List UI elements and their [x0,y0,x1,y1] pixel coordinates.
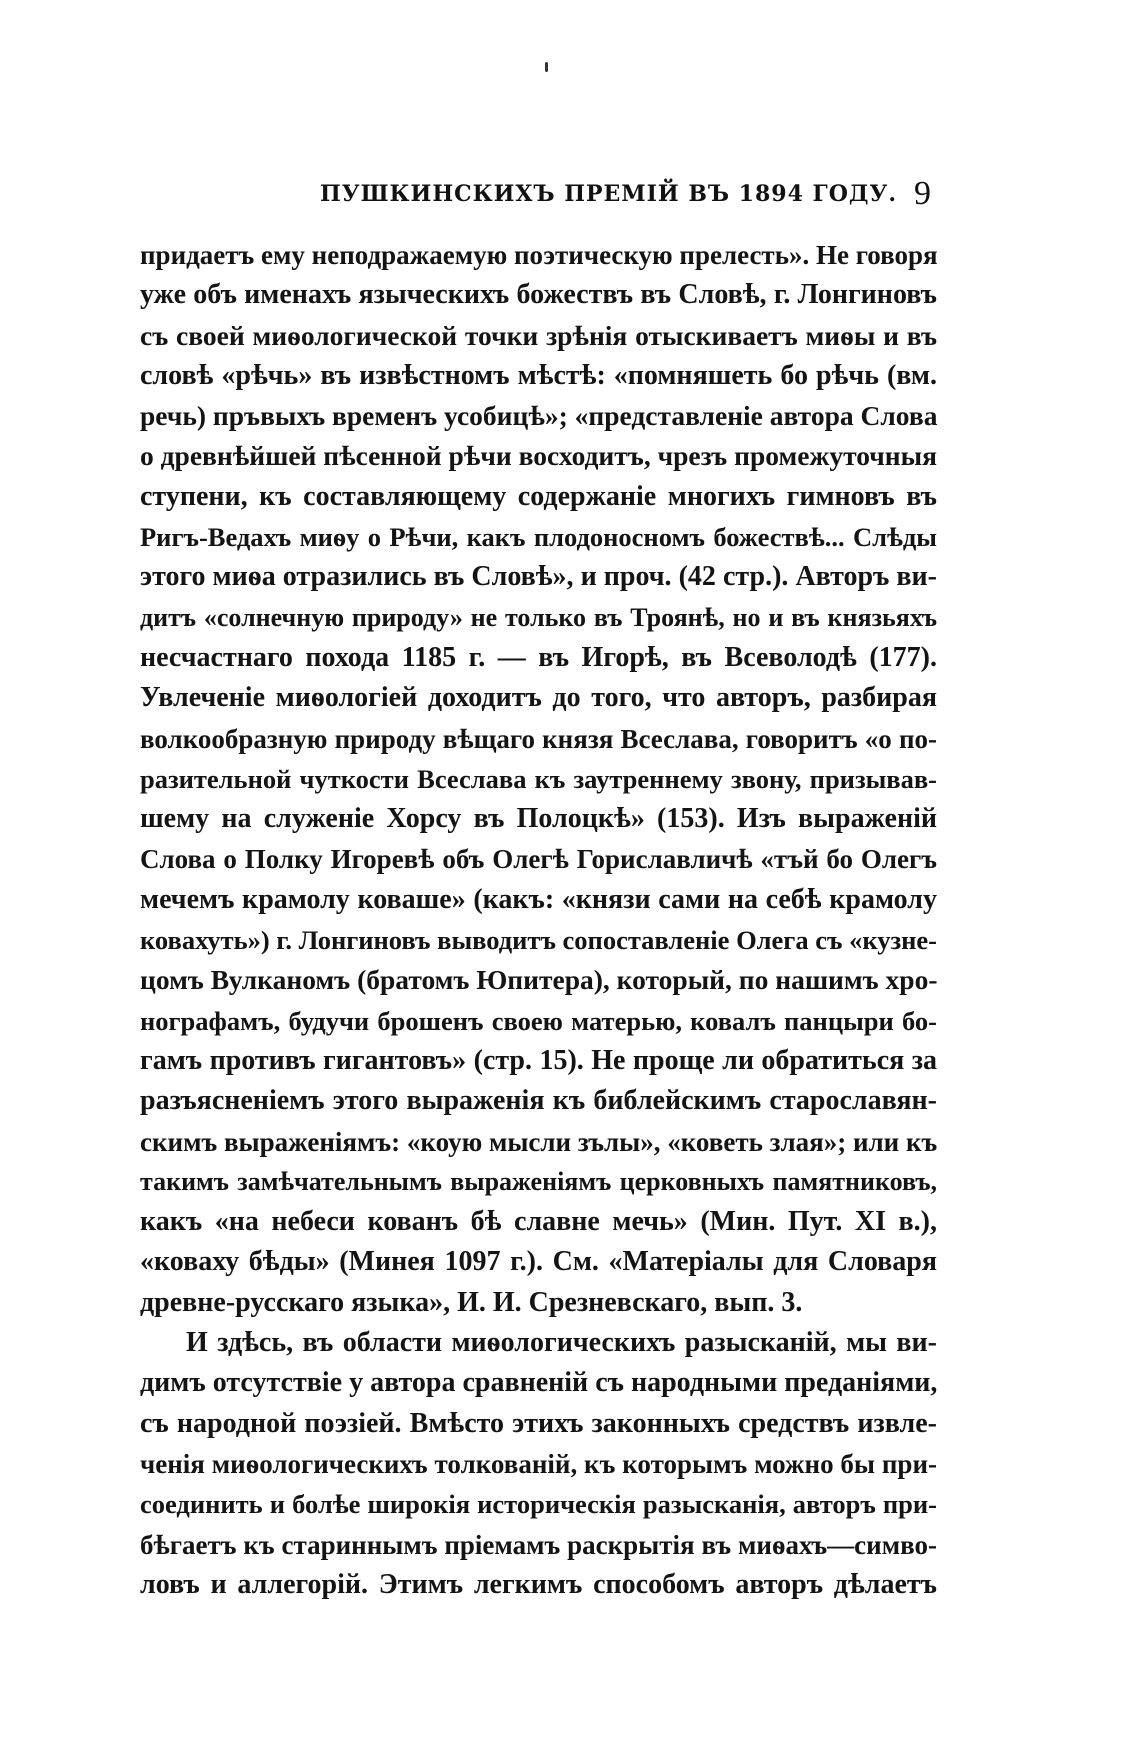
text-line: цомъ Вулканомъ (братомъ Юпитера), который, по нашимъ хро- [140,964,938,996]
text-line: древне-русскаго языка», И. И. Срезневскаго, вып. 3. [140,1286,803,1318]
text-line: придаетъ ему неподражаемую поэтическую прелесть». Не говоря [140,240,938,270]
text-line: Увлеченіе миѳологіей доходитъ до того, что авторъ, разбирая [140,682,937,714]
text-line: разъясненіемъ этого выраженія къ библейскимъ старославян- [140,1085,937,1117]
text-line: димъ отсутствіе у автора сравненій съ народными преданіями, [140,1367,938,1399]
text-line: уже объ именахъ языческихъ божествъ въ Словѣ, г. Лонгиновъ [140,279,937,311]
text-body [140,235,937,1605]
text-line: съ своей миѳологической точки зрѣнія отыскиваетъ миѳы и въ [140,319,937,351]
text-line: речь) пръвыхъ временъ усобицѣ»; «представленіе автора Слова [140,400,938,432]
print-mark [545,62,548,72]
text-line: ступени, къ составляющему содержаніе многихъ гимновъ въ [140,480,937,512]
text-line: ченія миѳологическихъ толкованій, къ которымъ можно бы при- [140,1448,937,1479]
text-line: дитъ «солнечную природу» не только въ Троянѣ, но и въ князьяхъ [140,602,937,632]
text-line: гамъ противъ гигантовъ» (стр. 15). Не проще ли обратиться за [140,1044,937,1076]
text-line: ковахуть») г. Лонгиновъ выводитъ сопоставленіе Олега съ «кузне- [140,925,937,956]
text-line: Ригъ-Ведахъ миѳу о Рѣчи, какъ плодоносномъ божествѣ... Слѣды [140,522,937,553]
running-head: ПУШКИНСКИХЪ ПРЕМІЙ ВЪ 1894 ГОДУ. [320,181,897,207]
text-line: Слова о Полку Игоревѣ объ Олегѣ Гориславличѣ «тъй бо Олегъ [140,844,937,875]
paragraph-2 [140,1323,937,1605]
text-line: соединить и болѣе широкія историческія разысканія, авторъ при- [140,1489,937,1520]
text-line: мечемъ крамолу коваше» (какъ: «князи сами на себѣ крамолу [140,883,937,915]
text-line: волкообразную природу вѣщаго князя Всеслава, говоритъ «о по- [140,723,937,754]
text-line: несчастнаго похода 1185 г. — въ Игорѣ, въ Всеволодѣ (177). [140,641,937,673]
page-header [140,177,937,217]
text-line: ловъ и аллегорій. Этимъ легкимъ способомъ авторъ дѣлаетъ [140,1568,937,1600]
text-line: съ народной поэзіей. Вмѣсто этихъ законныхъ средствъ извле- [140,1407,937,1439]
text-line: И здѣсь, въ области миѳологическихъ разысканій, мы ви- [186,1327,937,1359]
text-line: этого миѳа отразились въ Словѣ», и проч. (42 стр.). Авторъ ви- [140,561,937,593]
text-line: разительной чуткости Всеслава къ заутреннему звону, призывав- [140,763,937,794]
paragraph-1 [140,235,937,1323]
text-line: такимъ замѣчательнымъ выраженіямъ церковныхъ памятниковъ, [140,1166,937,1196]
text-line: какъ «на небеси кованъ бѣ славне мечь» (Мин. Пут. XI в.), [140,1206,937,1238]
page-number: 9 [914,175,931,212]
text-line: нографамъ, будучи брошенъ своею матерью, ковалъ панцыри бо- [140,1005,937,1036]
text-line: скимъ выраженіямъ: «коую мысли зълы», «коветь злая»; или къ [140,1126,938,1157]
text-line: «коваху бѣды» (Минея 1097 г.). См. «Матеріалы для Словаря [140,1246,937,1278]
text-line: бѣгаетъ къ стариннымъ пріемамъ раскрытія въ миѳахъ—симво- [140,1529,937,1560]
text-line: шему на служеніе Хорсу въ Полоцкѣ» (153). Изъ выраженій [140,803,937,835]
text-line: о древнѣйшей пѣсенной рѣчи восходитъ, чрезъ промежуточныя [140,440,937,472]
text-line: словѣ «рѣчь» въ извѣстномъ мѣстѣ: «помняшеть бо рѣчь (вм. [140,359,937,391]
